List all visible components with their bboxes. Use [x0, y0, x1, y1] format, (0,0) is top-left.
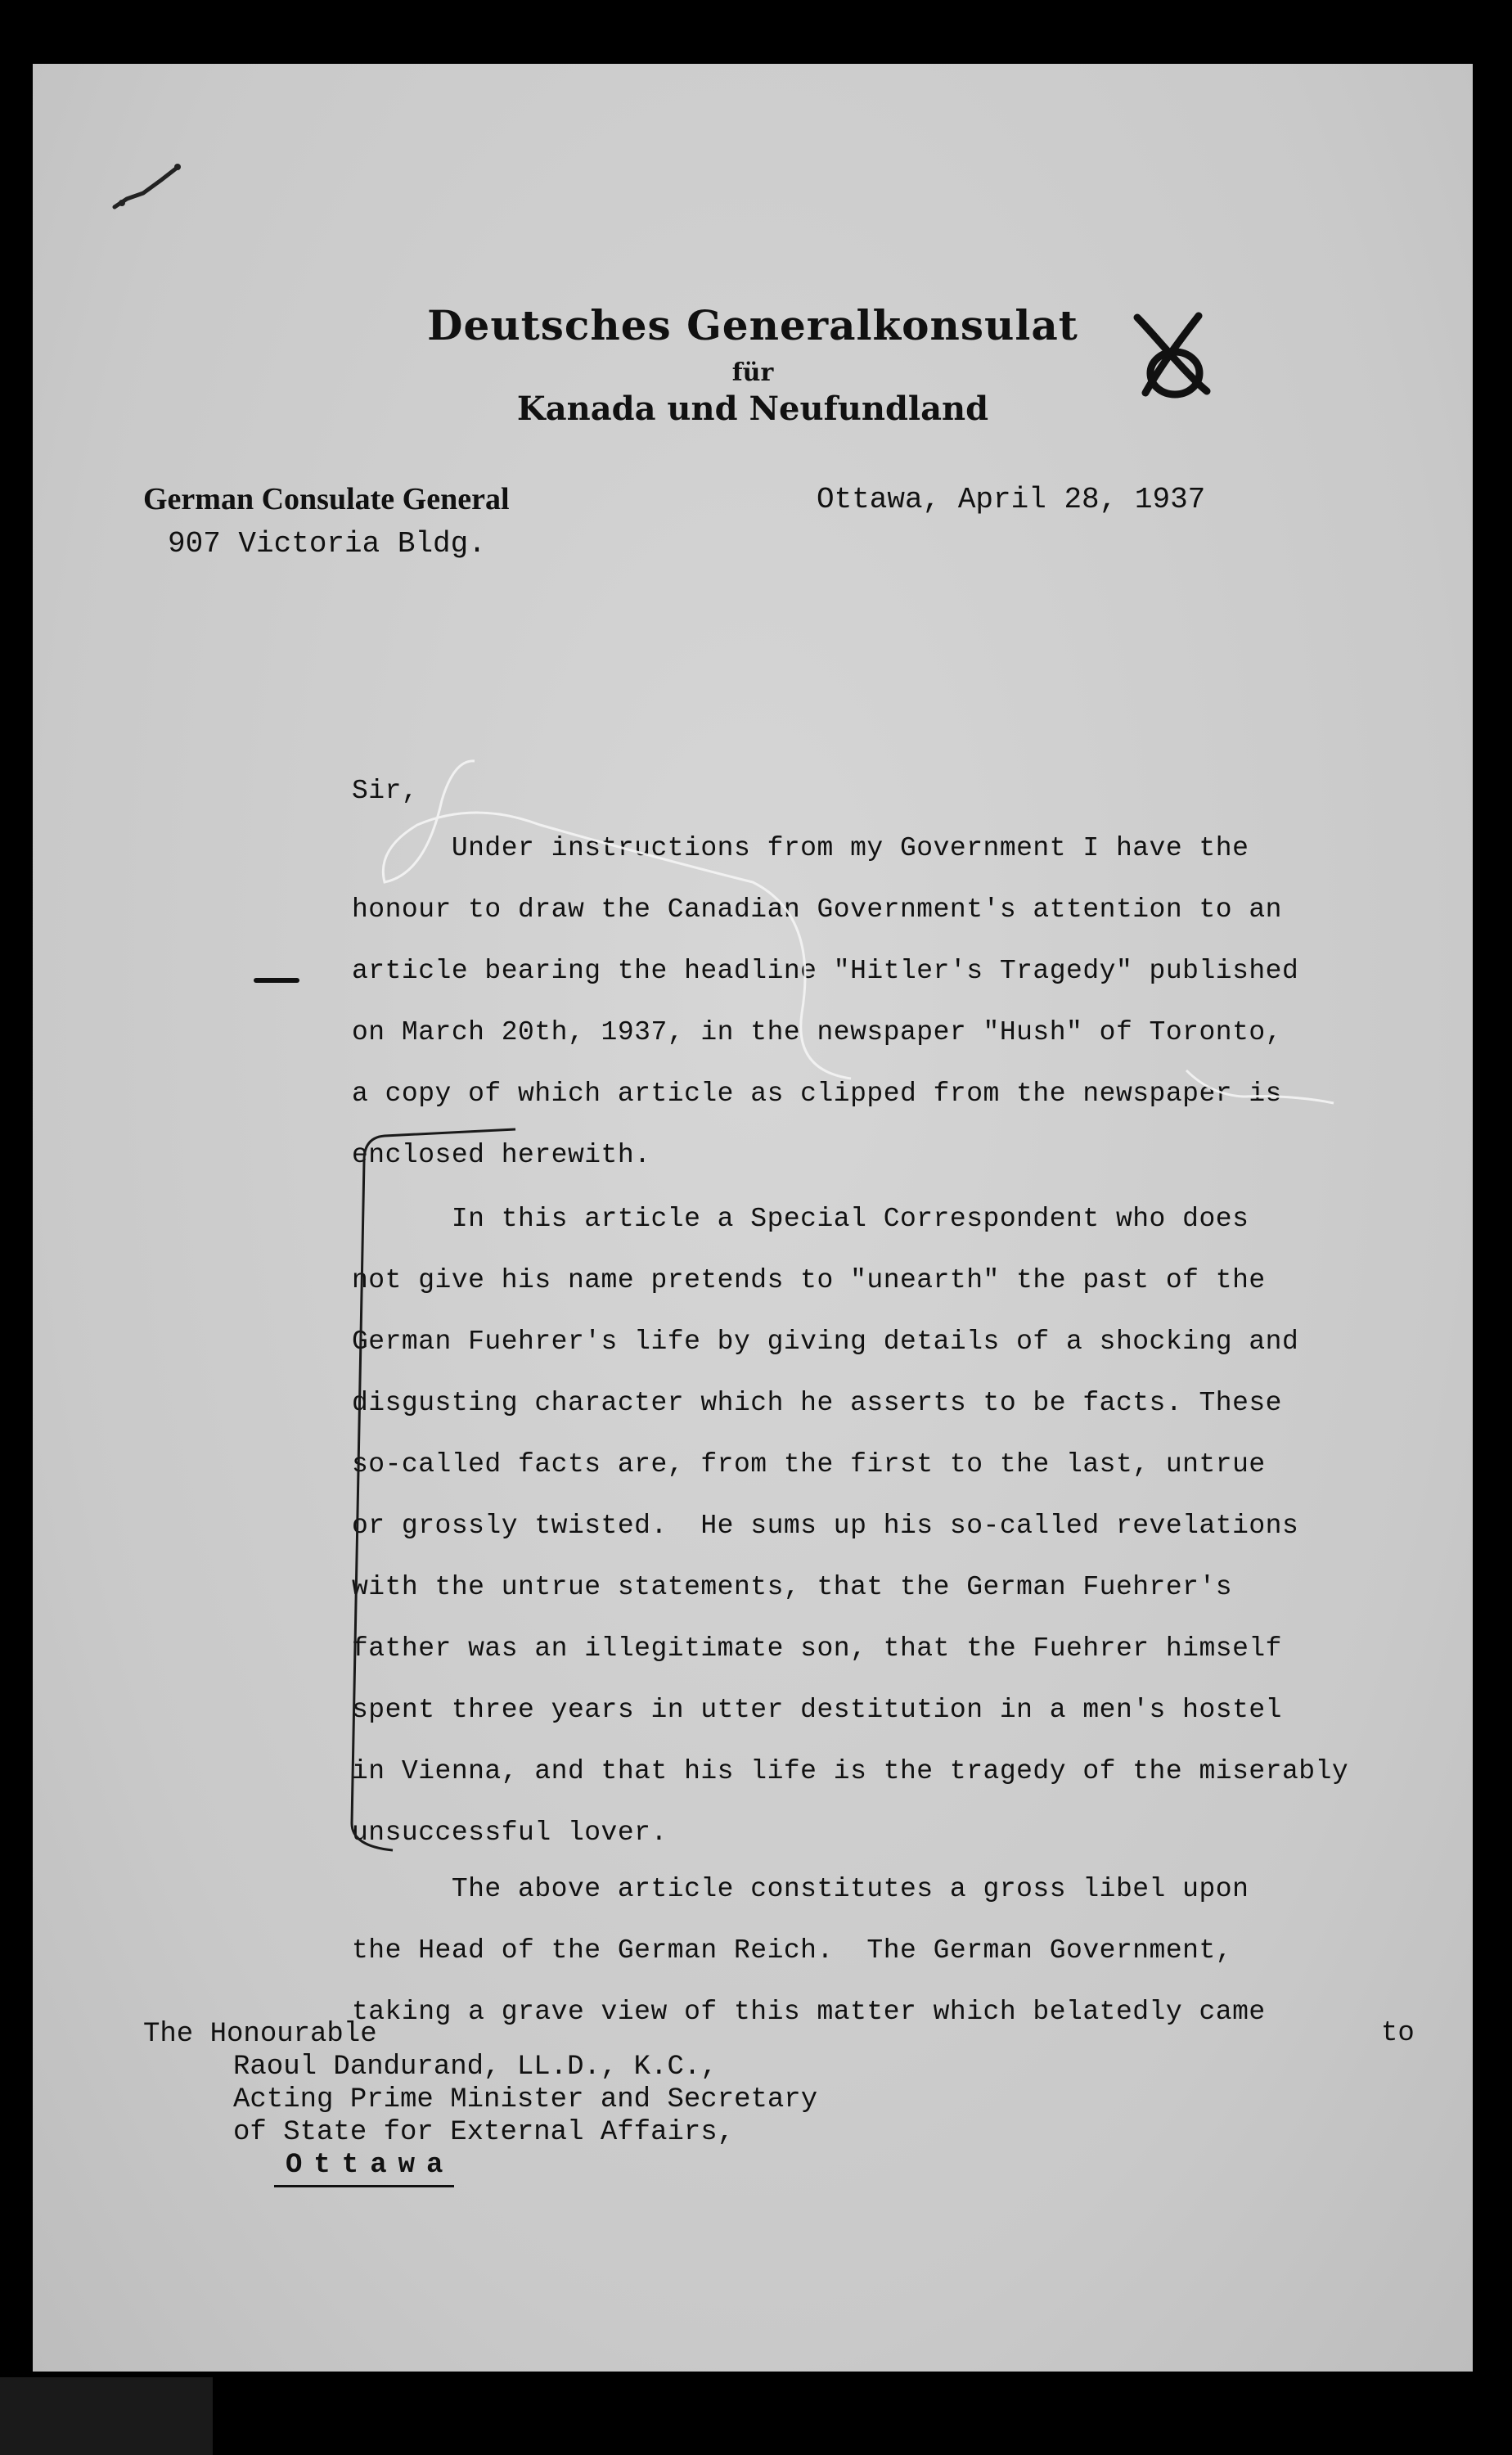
letterhead-title: Deutsches Generalkonsulat — [427, 301, 1078, 349]
paragraph-line: unsuccessful lover. — [352, 1818, 668, 1848]
paragraph-line: or grossly twisted. He sums up his so-called revelations — [352, 1511, 1299, 1541]
recipient-city: Ottawa — [274, 2149, 454, 2187]
paragraph-line: taking a grave view of this matter which belatedly came — [352, 1997, 1266, 2027]
paragraph-line: on March 20th, 1937, in the newspaper "Hush" of Toronto, — [352, 1017, 1282, 1047]
sender-address: 907 Victoria Bldg. — [168, 527, 486, 561]
paragraph-line: in Vienna, and that his life is the tragedy of the miserably — [352, 1756, 1349, 1786]
paragraph-line: article bearing the headline "Hitler's Tragedy" published — [352, 956, 1299, 986]
recipient-line-4: of State for External Affairs, — [233, 2117, 735, 2148]
paragraph-line: not give his name pretends to "unearth" the past of the — [352, 1265, 1266, 1295]
film-edge-tab — [0, 2377, 213, 2455]
paragraph-line: the Head of the German Reich. The German Government, — [352, 1935, 1233, 1966]
paragraph-line: German Fuehrer's life by giving details of a shocking and — [352, 1327, 1299, 1357]
sender-block — [143, 481, 510, 561]
paragraph-line: a copy of which article as clipped from the newspaper is — [352, 1079, 1282, 1109]
paragraph-line: father was an illegitimate son, that the Fuehrer himself — [352, 1633, 1282, 1664]
paragraph-line: In this article a Special Correspondent who does — [352, 1204, 1249, 1234]
paragraph-line: Under instructions from my Government I have the — [352, 833, 1249, 863]
paragraph-line: honour to draw the Canadian Government's attention to an — [352, 894, 1282, 925]
recipient-address — [143, 2018, 818, 2187]
paragraph-line: disgusting character which he asserts to be facts. These — [352, 1388, 1282, 1418]
letterhead-fuer: für — [731, 358, 774, 387]
paragraph-line: spent three years in utter destitution in a men's hostel — [352, 1695, 1282, 1725]
catch-word: to — [1381, 2018, 1415, 2049]
recipient-line-2: Raoul Dandurand, LL.D., K.C., — [233, 2052, 718, 2083]
recipient-city-row — [184, 2149, 817, 2187]
letter-date: Ottawa, April 28, 1937 — [817, 483, 1206, 516]
paragraph-line: enclosed herewith. — [352, 1140, 651, 1170]
salutation: Sir, — [352, 776, 419, 806]
letter-page — [33, 64, 1473, 2372]
paragraph-line: so-called facts are, from the first to the last, untrue — [352, 1449, 1266, 1480]
handwritten-initial-mark — [1121, 301, 1227, 408]
recipient-line-3: Acting Prime Minister and Secretary — [233, 2084, 818, 2115]
recipient-line-1: The Honourable — [143, 2019, 377, 2050]
pencil-mark — [110, 162, 184, 211]
margin-dash-mark — [254, 978, 299, 983]
paragraph-line: with the untrue statements, that the German Fuehrer's — [352, 1572, 1233, 1602]
paragraph-line: The above article constitutes a gross libel upon — [352, 1874, 1249, 1904]
letterhead-subtitle: Kanada und Neufundland — [516, 390, 989, 428]
sender-name: German Consulate General — [143, 482, 510, 516]
